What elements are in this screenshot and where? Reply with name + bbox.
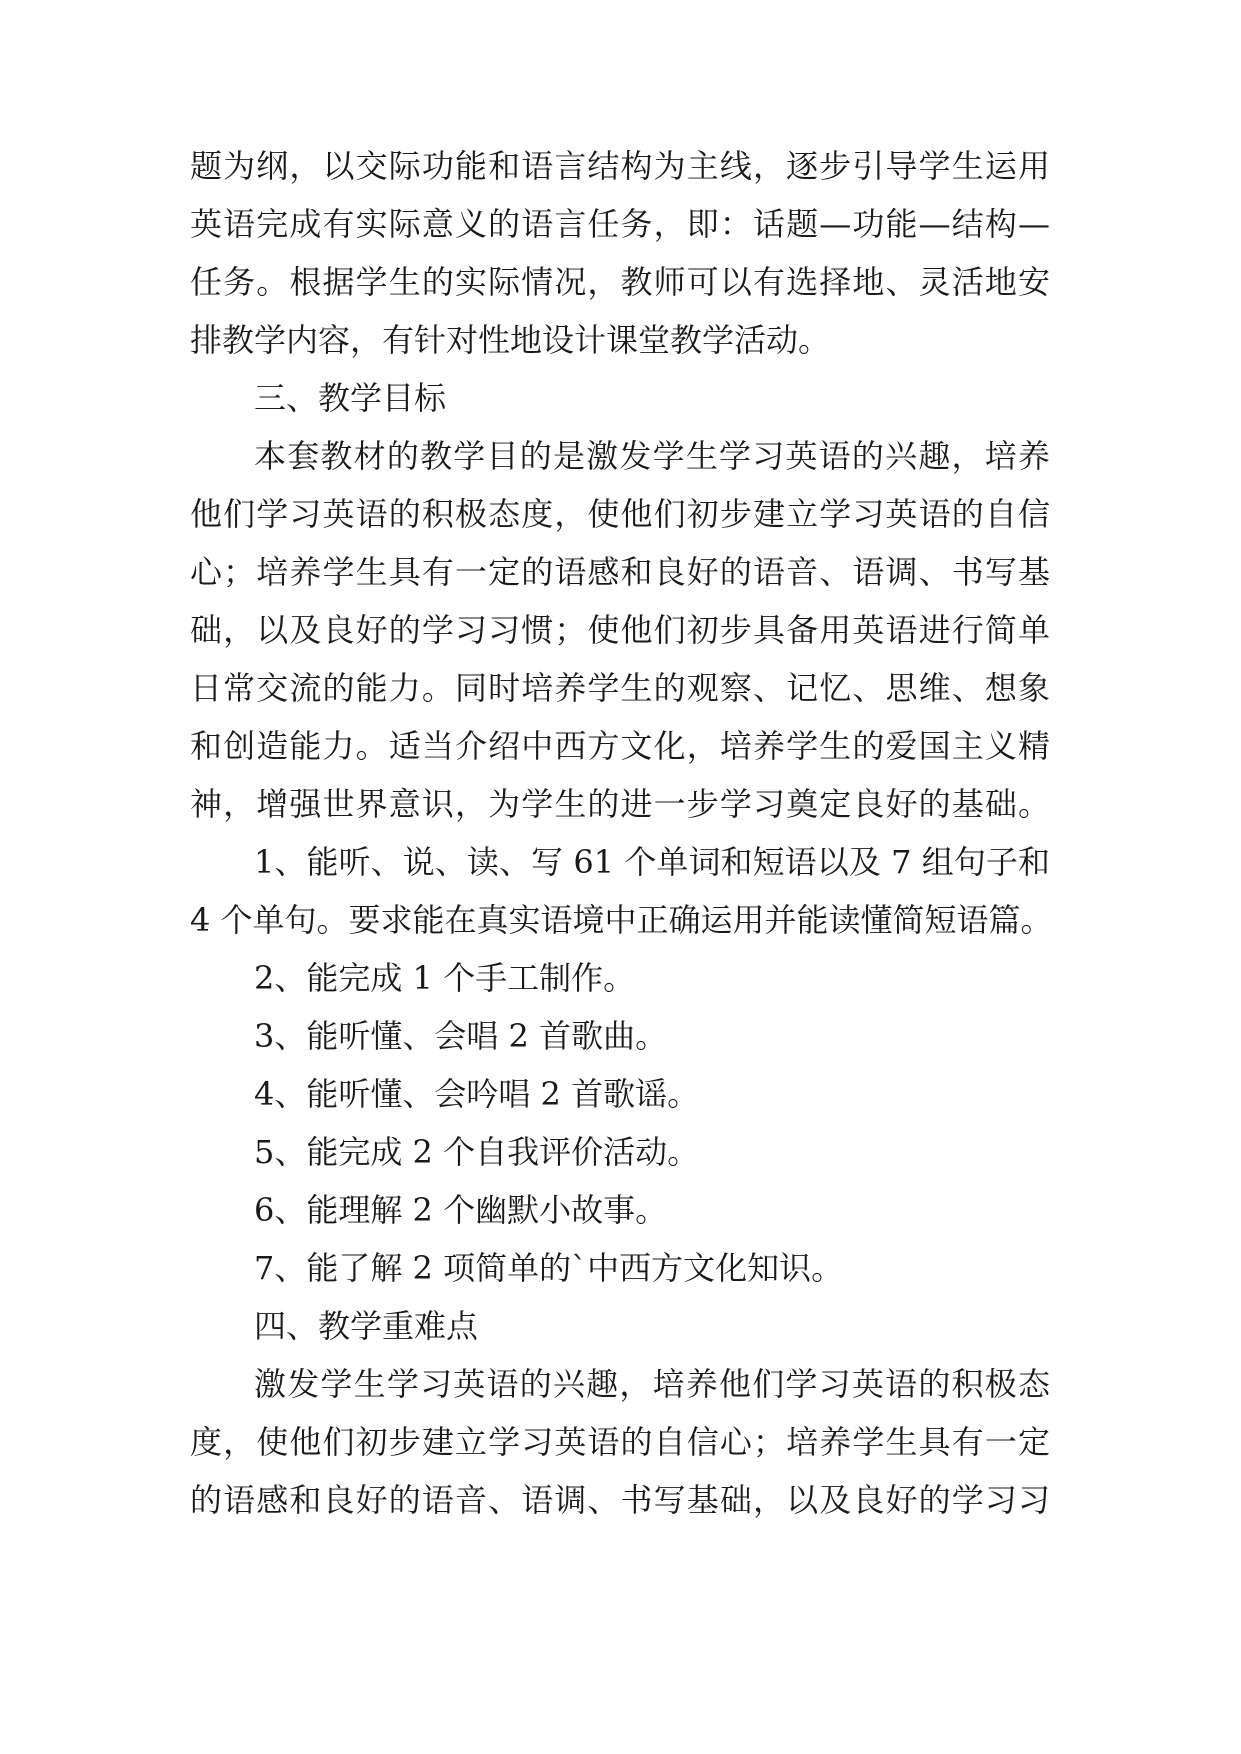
paragraph-line: 神，增强世界意识，为学生的进一步学习奠定良好的基础。 [190, 785, 1050, 823]
paragraph-line: 础，以及良好的学习习惯；使他们初步具备用英语进行简单 [190, 611, 1050, 649]
list-item: 7、能了解 2 项简单的`中西方文化知识。 [254, 1249, 844, 1287]
list-item-continuation: 4 个单句。要求能在真实语境中正确运用并能读懂简短语篇。 [190, 901, 1053, 939]
paragraph-line: 心；培养学生具有一定的语感和良好的语音、语调、书写基 [190, 553, 1050, 591]
paragraph-line: 的语感和良好的语音、语调、书写基础，以及良好的学习习 [190, 1481, 1050, 1519]
section-heading: 三、教学目标 [254, 379, 447, 417]
paragraph-line: 度，使他们初步建立学习英语的自信心；培养学生具有一定 [190, 1423, 1050, 1461]
paragraph-line: 和创造能力。适当介绍中西方文化，培养学生的爱国主义精 [190, 727, 1050, 765]
paragraph-line: 题为纲，以交际功能和语言结构为主线，逐步引导学生运用 [190, 147, 1050, 185]
list-item: 4、能听懂、会吟唱 2 首歌谣。 [254, 1075, 700, 1113]
paragraph-line: 日常交流的能力。同时培养学生的观察、记忆、思维、想象 [190, 669, 1050, 707]
paragraph-line: 英语完成有实际意义的语言任务，即：话题—功能—结构— [190, 205, 1050, 243]
list-item: 3、能听懂、会唱 2 首歌曲。 [254, 1017, 668, 1055]
paragraph-line: 他们学习英语的积极态度，使他们初步建立学习英语的自信 [190, 495, 1050, 533]
paragraph-line: 排教学内容，有针对性地设计课堂教学活动。 [190, 321, 831, 359]
section-heading: 四、教学重难点 [254, 1307, 479, 1345]
list-item: 1、能听、说、读、写 61 个单词和短语以及 7 组句子和 [254, 843, 1050, 881]
paragraph-line: 激发学生学习英语的兴趣，培养他们学习英语的积极态 [254, 1365, 1050, 1403]
list-item: 2、能完成 1 个手工制作。 [254, 959, 636, 997]
paragraph-line: 本套教材的教学目的是激发学生学习英语的兴趣，培养 [254, 437, 1050, 475]
list-item: 6、能理解 2 个幽默小故事。 [254, 1191, 668, 1229]
paragraph-line: 任务。根据学生的实际情况，教师可以有选择地、灵活地安 [190, 263, 1050, 301]
list-item: 5、能完成 2 个自我评价活动。 [254, 1133, 700, 1171]
